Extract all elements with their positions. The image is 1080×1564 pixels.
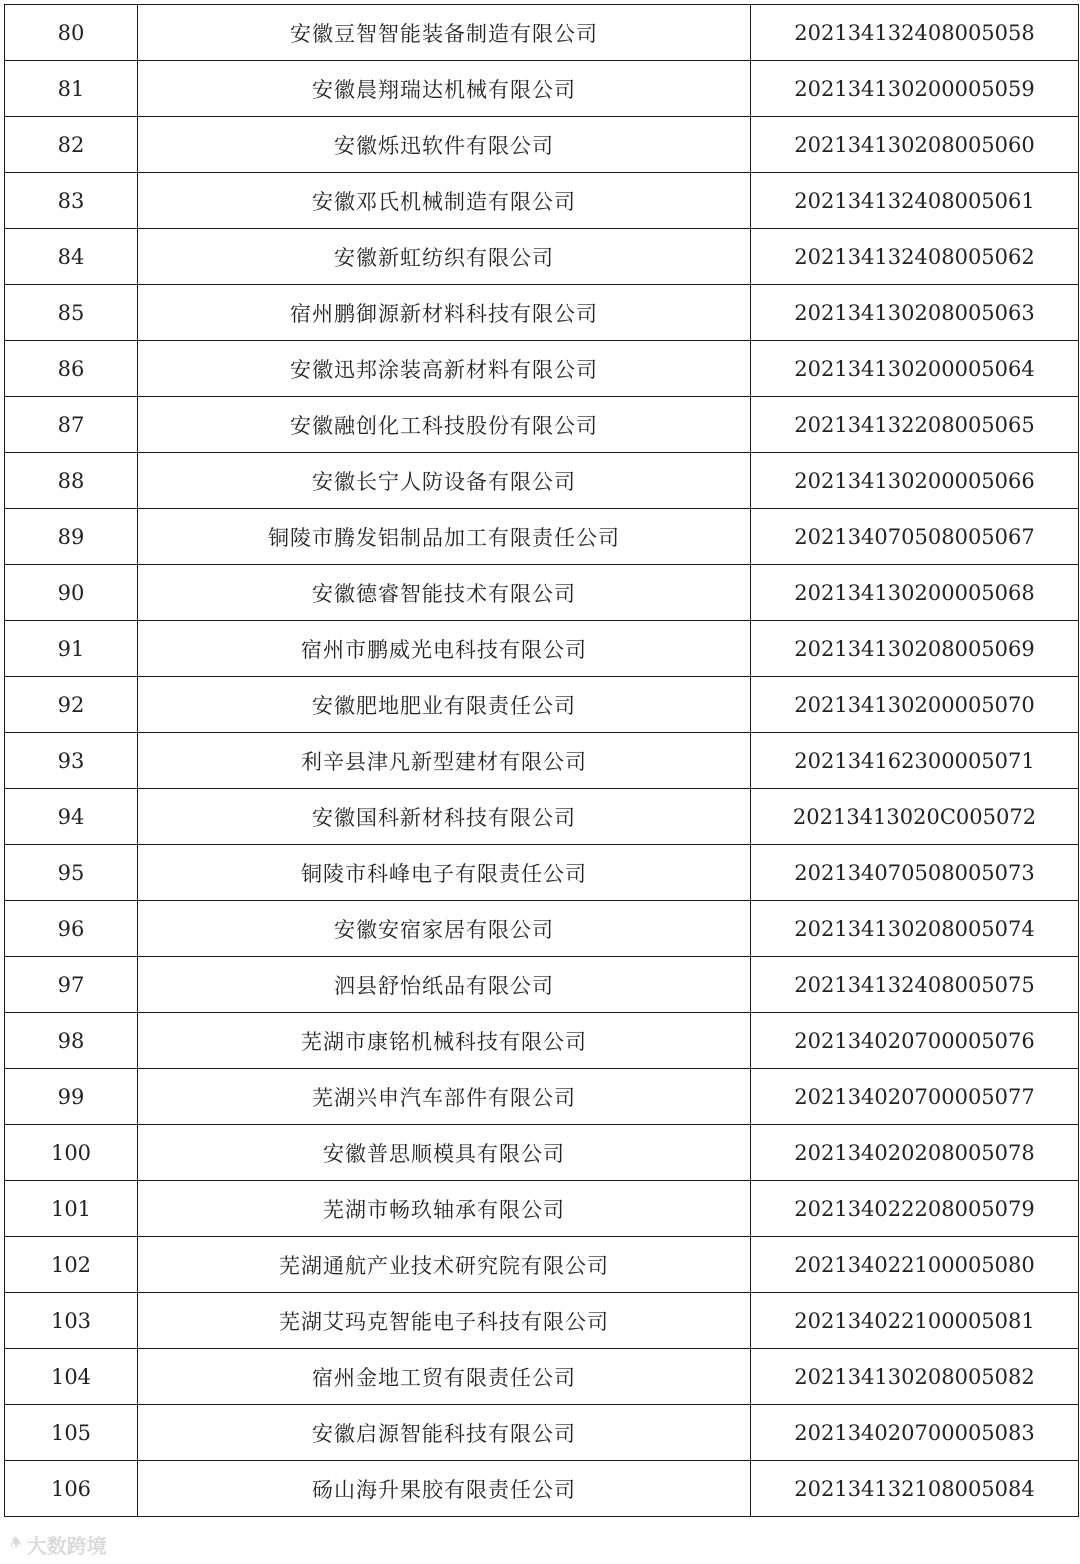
table-row — [5, 1237, 1079, 1293]
row-number: 80 — [5, 5, 138, 61]
table-row — [5, 677, 1079, 733]
table-row — [5, 453, 1079, 509]
registration-code: 202134130200005059 — [751, 61, 1079, 117]
row-number: 89 — [5, 509, 138, 565]
company-name: 芜湖通航产业技术研究院有限公司 — [138, 1237, 751, 1293]
company-name: 宿州市鹏威光电科技有限公司 — [138, 621, 751, 677]
company-name: 安徽肥地肥业有限责任公司 — [138, 677, 751, 733]
company-name: 宿州金地工贸有限责任公司 — [138, 1349, 751, 1405]
company-name: 安徽邓氏机械制造有限公司 — [138, 173, 751, 229]
row-number: 106 — [5, 1461, 138, 1517]
registration-code: 202134132208005065 — [751, 397, 1079, 453]
registration-code: 202134130208005082 — [751, 1349, 1079, 1405]
registration-code: 202134130208005060 — [751, 117, 1079, 173]
registration-table — [4, 4, 1079, 1517]
table-row — [5, 789, 1079, 845]
watermark — [10, 1530, 107, 1559]
row-number: 101 — [5, 1181, 138, 1237]
company-name: 安徽安宿家居有限公司 — [138, 901, 751, 957]
row-number: 98 — [5, 1013, 138, 1069]
row-number: 104 — [5, 1349, 138, 1405]
table-row — [5, 341, 1079, 397]
row-number: 88 — [5, 453, 138, 509]
registration-code: 202134070508005073 — [751, 845, 1079, 901]
registration-code: 202134130200005070 — [751, 677, 1079, 733]
company-name: 铜陵市腾发铝制品加工有限责任公司 — [138, 509, 751, 565]
row-number: 95 — [5, 845, 138, 901]
registration-code: 202134070508005067 — [751, 509, 1079, 565]
company-name: 芜湖市康铭机械科技有限公司 — [138, 1013, 751, 1069]
registration-code: 202134020700005076 — [751, 1013, 1079, 1069]
registration-code: 202134132408005062 — [751, 229, 1079, 285]
company-name: 宿州鹏御源新材料科技有限公司 — [138, 285, 751, 341]
watermark-text: 大数跨境 — [26, 1534, 107, 1558]
table-row — [5, 957, 1079, 1013]
row-number: 86 — [5, 341, 138, 397]
table-row — [5, 509, 1079, 565]
registration-code: 202134022208005079 — [751, 1181, 1079, 1237]
table-row — [5, 5, 1079, 61]
table-row — [5, 845, 1079, 901]
registration-code: 202134022100005081 — [751, 1293, 1079, 1349]
row-number: 93 — [5, 733, 138, 789]
row-number: 100 — [5, 1125, 138, 1181]
registration-code: 202134022100005080 — [751, 1237, 1079, 1293]
row-number: 97 — [5, 957, 138, 1013]
table-row — [5, 285, 1079, 341]
row-number: 81 — [5, 61, 138, 117]
company-name: 芜湖市畅玖轴承有限公司 — [138, 1181, 751, 1237]
company-name: 泗县舒怡纸品有限公司 — [138, 957, 751, 1013]
registration-code: 202134132408005058 — [751, 5, 1079, 61]
table-row — [5, 1461, 1079, 1517]
row-number: 87 — [5, 397, 138, 453]
registration-code: 202134130200005068 — [751, 565, 1079, 621]
registration-code: 202134162300005071 — [751, 733, 1079, 789]
table-body — [5, 5, 1079, 1517]
table-row — [5, 1349, 1079, 1405]
row-number: 96 — [5, 901, 138, 957]
row-number: 99 — [5, 1069, 138, 1125]
row-number: 83 — [5, 173, 138, 229]
row-number: 84 — [5, 229, 138, 285]
table-row — [5, 1125, 1079, 1181]
table-row — [5, 173, 1079, 229]
registration-code: 202134132408005061 — [751, 173, 1079, 229]
registration-code: 202134130200005066 — [751, 453, 1079, 509]
table-row — [5, 565, 1079, 621]
row-number: 103 — [5, 1293, 138, 1349]
company-name: 芜湖兴申汽车部件有限公司 — [138, 1069, 751, 1125]
company-name: 安徽晨翔瑞达机械有限公司 — [138, 61, 751, 117]
registration-code: 202134132408005075 — [751, 957, 1079, 1013]
table-row — [5, 621, 1079, 677]
company-name: 安徽迅邦涂装高新材料有限公司 — [138, 341, 751, 397]
row-number: 90 — [5, 565, 138, 621]
table-row — [5, 733, 1079, 789]
registration-code: 202134130208005063 — [751, 285, 1079, 341]
table-row — [5, 229, 1079, 285]
company-name: 安徽烁迅软件有限公司 — [138, 117, 751, 173]
table-row — [5, 901, 1079, 957]
registration-code: 202134020700005077 — [751, 1069, 1079, 1125]
table-row — [5, 397, 1079, 453]
registration-code: 202134020208005078 — [751, 1125, 1079, 1181]
company-name: 安徽融创化工科技股份有限公司 — [138, 397, 751, 453]
table-row — [5, 1293, 1079, 1349]
row-number: 85 — [5, 285, 138, 341]
table-row — [5, 1181, 1079, 1237]
company-name: 芜湖艾玛克智能电子科技有限公司 — [138, 1293, 751, 1349]
registration-code: 202134130208005074 — [751, 901, 1079, 957]
company-name: 安徽启源智能科技有限公司 — [138, 1405, 751, 1461]
registration-code: 202134130208005069 — [751, 621, 1079, 677]
company-name: 安徽普思顺模具有限公司 — [138, 1125, 751, 1181]
row-number: 94 — [5, 789, 138, 845]
company-name: 安徽德睿智能技术有限公司 — [138, 565, 751, 621]
company-name: 砀山海升果胶有限责任公司 — [138, 1461, 751, 1517]
company-name: 安徽国科新材科技有限公司 — [138, 789, 751, 845]
registration-code: 20213413020C005072 — [751, 789, 1079, 845]
company-name: 利辛县津凡新型建材有限公司 — [138, 733, 751, 789]
table-row — [5, 61, 1079, 117]
row-number: 92 — [5, 677, 138, 733]
row-number: 82 — [5, 117, 138, 173]
row-number: 91 — [5, 621, 138, 677]
brand-logo-icon: 🕭 — [10, 1535, 21, 1551]
table-row — [5, 1405, 1079, 1461]
table-row — [5, 1069, 1079, 1125]
registration-code: 202134020700005083 — [751, 1405, 1079, 1461]
row-number: 102 — [5, 1237, 138, 1293]
company-name: 安徽新虹纺织有限公司 — [138, 229, 751, 285]
registration-code: 202134132108005084 — [751, 1461, 1079, 1517]
company-name: 铜陵市科峰电子有限责任公司 — [138, 845, 751, 901]
table-row — [5, 1013, 1079, 1069]
table-row — [5, 117, 1079, 173]
registration-code: 202134130200005064 — [751, 341, 1079, 397]
company-name: 安徽长宁人防设备有限公司 — [138, 453, 751, 509]
row-number: 105 — [5, 1405, 138, 1461]
company-name: 安徽豆智智能装备制造有限公司 — [138, 5, 751, 61]
